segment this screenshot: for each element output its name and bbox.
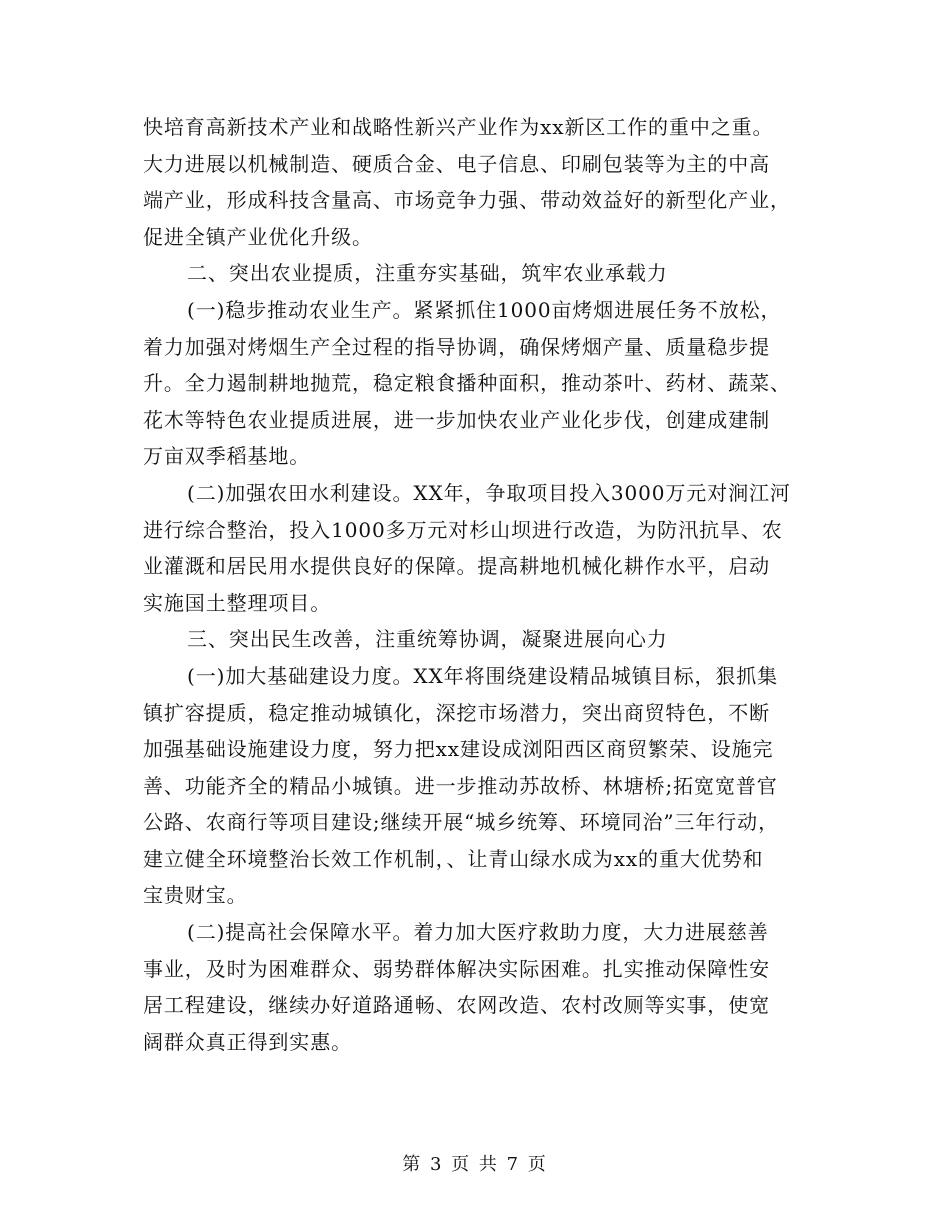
text-line: 二、突出农业提质，注重夯实基础，筑牢农业承载力 xyxy=(187,261,668,286)
text-line: 促进全镇产业优化升级。 xyxy=(143,224,373,249)
text-line: 实施国土整理项目。 xyxy=(143,590,332,615)
text-line: 业灌溉和居民用水提供良好的保障。提高耕地机械化耕作水平，启动 xyxy=(143,554,770,579)
text-line: 建立健全环境整治长效工作机制，、让青山绿水成为xx的重大优势和 xyxy=(143,846,764,871)
text-line: 万亩双季稻基地。 xyxy=(143,444,311,469)
text-line: 事业，及时为困难群众、弱势群体解决实际困难。扎实推动保障性安 xyxy=(143,956,770,981)
text-line: 端产业，形成科技含量高、市场竞争力强、带动效益好的新型化产业， xyxy=(143,188,791,213)
text-line: 居工程建设，继续办好道路通畅、农网改造、农村改厕等实事，使宽 xyxy=(143,993,770,1018)
text-line: 公路、农商行等项目建设;继续开展“城乡统筹、环境同治”三年行动， xyxy=(143,810,779,835)
text-line: (一)加大基础建设力度。XX年将围绕建设精品城镇目标，狠抓集 xyxy=(187,663,779,688)
text-line: 加强基础设施建设力度，努力把xx建设成浏阳西区商贸繁荣、设施完 xyxy=(143,737,774,762)
document-body xyxy=(143,109,809,1060)
text-line: 大力进展以机械制造、硬质合金、电子信息、印刷包装等为主的中高 xyxy=(143,151,770,176)
text-line: (二)加强农田水利建设。XX年，争取项目投入3000万元对涧江河 xyxy=(187,480,791,505)
text-line: 善、功能齐全的精品小城镇。进一步推动苏故桥、林塘桥;拓宽宽普官 xyxy=(143,773,778,798)
text-line: 宝贵财宝。 xyxy=(143,883,248,908)
text-line: (二)提高社会保障水平。着力加大医疗救助力度，大力进展慈善 xyxy=(187,920,769,945)
text-line: 着力加强对烤烟生产全过程的指导协调，确保烤烟产量、质量稳步提 xyxy=(143,334,770,359)
page-footer: 第 3 页 共 7 页 xyxy=(402,1154,548,1175)
text-line: 花木等特色农业提质进展，进一步加快农业产业化步伐，创建成建制 xyxy=(143,407,770,432)
text-line: 进行综合整治，投入1000多万元对杉山坝进行改造，为防汛抗旱、农 xyxy=(143,517,783,542)
text-line: (一)稳步推动农业生产。紧紧抓住1000亩烤烟进展任务不放松， xyxy=(187,297,782,322)
text-line: 升。全力遏制耕地抛荒，稳定粮食播种面积，推动茶叶、药材、蔬菜、 xyxy=(143,371,791,396)
text-line: 镇扩容提质，稳定推动城镇化，深挖市场潜力，突出商贸特色，不断 xyxy=(143,700,770,725)
text-line: 快培育高新技术产业和战略性新兴产业作为xx新区工作的重中之重。 xyxy=(143,115,774,139)
text-line: 三、突出民生改善，注重统筹协调，凝聚进展向心力 xyxy=(187,627,668,652)
text-line: 阔群众真正得到实惠。 xyxy=(143,1029,352,1054)
